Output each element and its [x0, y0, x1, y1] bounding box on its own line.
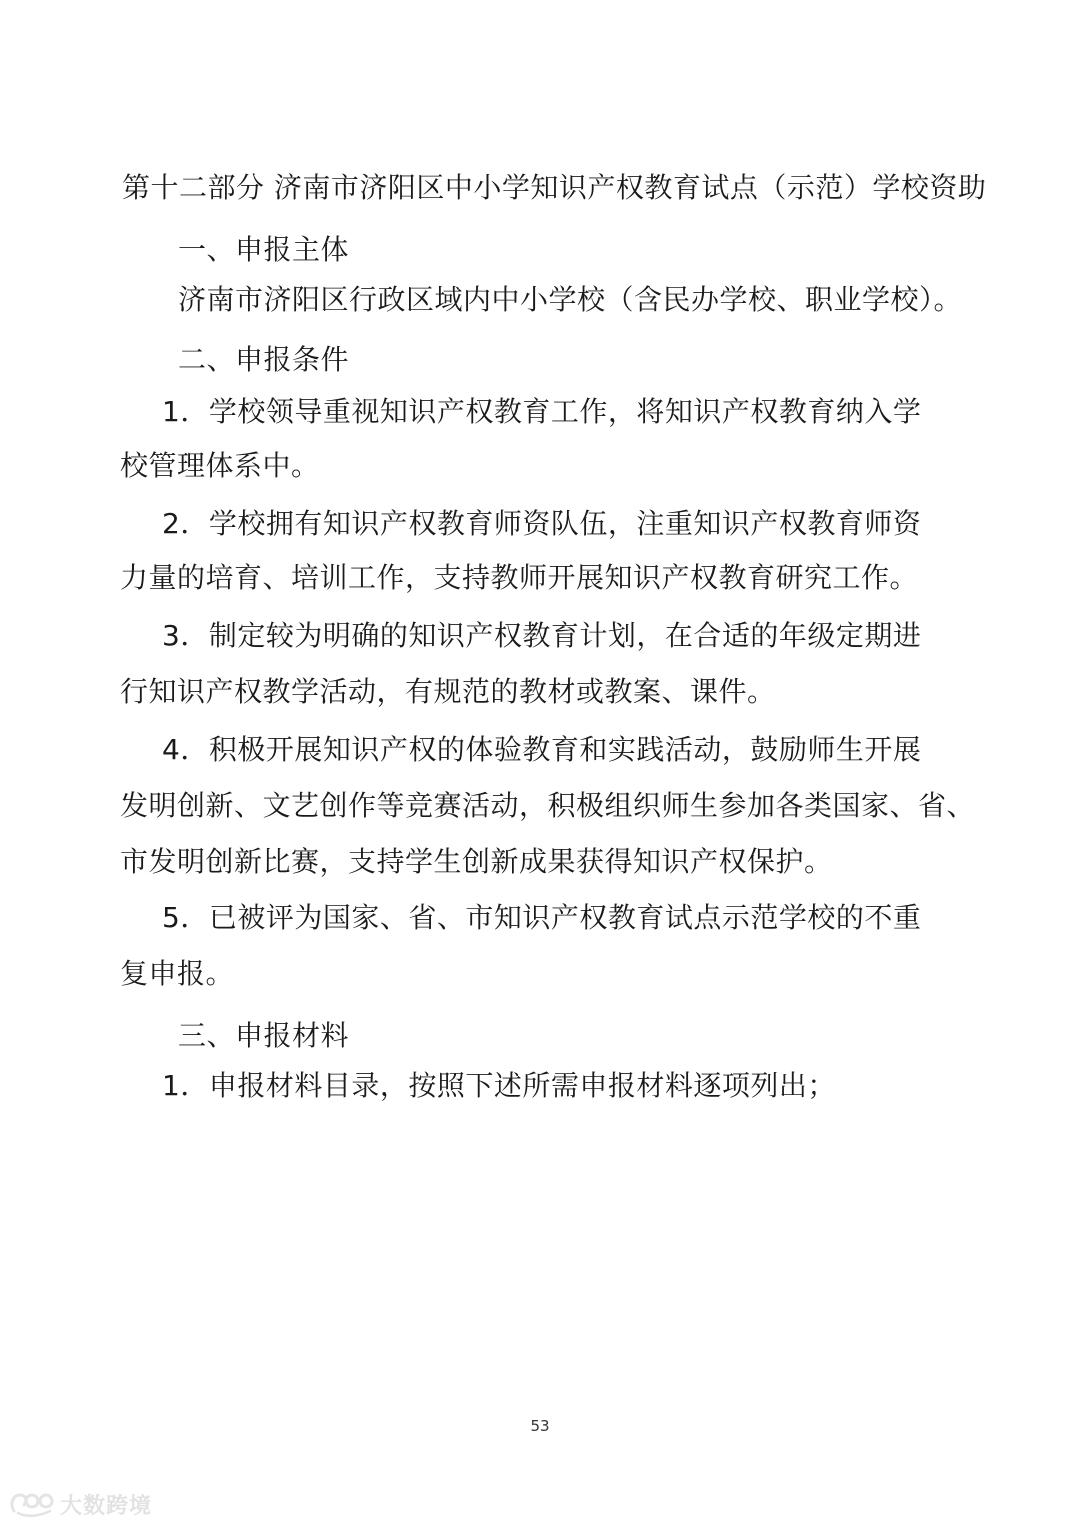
item5-line1: 5．已被评为国家、省、市知识产权教育试点示范学校的不重	[162, 901, 922, 934]
item4-line3: 市发明创新比赛，支持学生创新成果获得知识产权保护。	[120, 845, 833, 878]
item3-line1: 3．制定较为明确的知识产权教育计划，在合适的年级定期进	[162, 619, 922, 652]
watermark	[8, 1488, 152, 1520]
item2-line2: 力量的培育、培训工作，支持教师开展知识产权教育研究工作。	[120, 561, 919, 594]
item4-line1: 4．积极开展知识产权的体验教育和实践活动，鼓励师生开展	[162, 733, 922, 766]
section2-heading: 二、申报条件	[178, 343, 350, 376]
item5-line2: 复申报。	[120, 957, 235, 990]
item1-line2: 校管理体系中。	[120, 449, 320, 482]
watermark-text: 大数跨境	[60, 1493, 153, 1519]
item3-line2: 行知识产权教学活动，有规范的教材或教案、课件。	[120, 675, 776, 708]
section1-text: 济南市济阳区行政区域内中小学校（含民办学校、职业学校）。	[178, 283, 963, 316]
item1-line1: 1．学校领导重视知识产权教育工作，将知识产权教育纳入学	[162, 395, 922, 428]
brand-logo-icon	[8, 1489, 56, 1519]
page-number: 53	[530, 1417, 550, 1435]
item2-line1: 2．学校拥有知识产权教育师资队伍，注重知识产权教育师资	[162, 507, 922, 540]
section1-heading: 一、申报主体	[178, 233, 350, 266]
document-title: 第十二部分 济南市济阳区中小学知识产权教育试点（示范）学校资助	[122, 171, 987, 204]
section3-heading: 三、申报材料	[178, 1019, 350, 1052]
item4-line2: 发明创新、文艺创作等竞赛活动，积极组织师生参加各类国家、省、	[120, 789, 976, 822]
material1: 1．申报材料目录，按照下述所需申报材料逐项列出；	[162, 1069, 836, 1102]
